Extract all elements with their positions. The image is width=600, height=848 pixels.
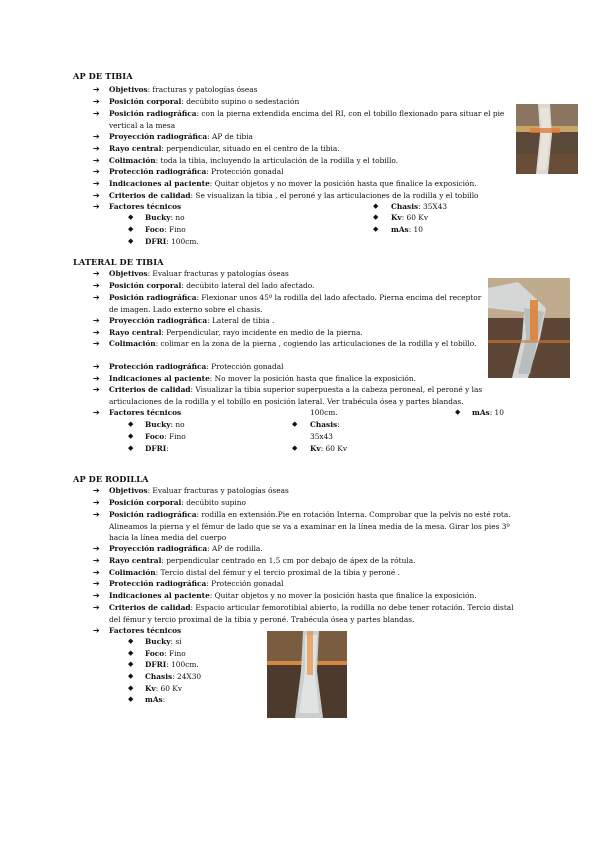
arrow-icon: ➔ bbox=[93, 591, 100, 600]
diamond-icon: ◆ bbox=[128, 637, 134, 645]
diamond-icon: ◆ bbox=[128, 225, 134, 233]
section-title-ap-rodilla: AP DE RODILLA bbox=[73, 474, 149, 484]
factor-chasis: Chasis: bbox=[310, 420, 340, 429]
list-item: Protección radiográfica: Protección gonadal bbox=[109, 579, 284, 588]
arrow-icon: ➔ bbox=[93, 362, 100, 371]
factor-bucky: Bucky: no bbox=[145, 420, 185, 429]
list-item: Factores técnicos bbox=[109, 408, 182, 417]
list-item: Posición corporal: decúbito supino bbox=[109, 498, 246, 507]
factor-bucky: Bucky: no bbox=[145, 213, 185, 222]
arrow-icon: ➔ bbox=[93, 97, 100, 106]
arrow-icon: ➔ bbox=[93, 109, 100, 118]
list-item: Indicaciones al paciente: Quitar objetos y no mover la posición hasta que finalice la exposición. bbox=[109, 591, 477, 600]
factor-chasis: Chasis: 35X43 bbox=[391, 202, 448, 211]
arrow-icon: ➔ bbox=[93, 191, 100, 200]
factor-kv: Kv: 60 Kv bbox=[391, 213, 429, 222]
arrow-icon: ➔ bbox=[93, 498, 100, 507]
arrow-icon: ➔ bbox=[93, 385, 100, 394]
diamond-icon: ◆ bbox=[128, 420, 134, 428]
list-item: Proyección radiográfica: AP de rodilla. bbox=[109, 544, 263, 553]
factor-dfri: DFRI: 100cm. bbox=[145, 660, 199, 669]
factor-chasis-value: 35x43 bbox=[310, 432, 333, 441]
diamond-icon: ◆ bbox=[128, 684, 134, 692]
diamond-icon: ◆ bbox=[128, 444, 134, 452]
list-item: Posición corporal: decúbito supino o sedestación bbox=[109, 97, 300, 106]
factor-dfri: DFRI: bbox=[145, 444, 169, 453]
list-item: Factores técnicos bbox=[109, 202, 182, 211]
factor-foco: Foco: Fino bbox=[145, 649, 186, 658]
diamond-icon: ◆ bbox=[128, 660, 134, 668]
list-item: Posición radiográfica: con la pierna extendida encima del RI, con el tobillo flexionado para situar el pie vertical a la mesa bbox=[109, 109, 505, 130]
list-item: Criterios de calidad: Visualizar la tibia superior superpuesta a la cabeza peroneal, el peroné y las articulaciones de la rodilla y el tobillo en posición lateral. Ver trabécula ósea y partes blandas. bbox=[109, 385, 483, 406]
list-item: Proyección radiográfica: Lateral de tibia . bbox=[109, 316, 275, 325]
diamond-icon: ◆ bbox=[128, 649, 134, 657]
factor-kv: Kv: 60 Kv bbox=[310, 444, 348, 453]
arrow-icon: ➔ bbox=[93, 293, 100, 302]
arrow-icon: ➔ bbox=[93, 132, 100, 141]
factor-dfri: DFRI: 100cm. bbox=[145, 237, 199, 246]
section-title-lateral-tibia: LATERAL DE TIBIA bbox=[73, 257, 164, 267]
arrow-icon: ➔ bbox=[93, 510, 100, 519]
arrow-icon: ➔ bbox=[93, 339, 100, 348]
list-item: Indicaciones al paciente: Quitar objetos y no mover la posición hasta que finalice la exposición. bbox=[109, 179, 477, 188]
factor-mas: mAs: 10 bbox=[472, 408, 504, 417]
list-item: Indicaciones al paciente: No mover la posición hasta que finalice la exposición. bbox=[109, 374, 416, 383]
list-item: Posición radiográfica: rodilla en extensión.Pie en rotación Interna. Comprobar que la pelvis no esté rota. Alineamos la pierna y el fémur de lado que se va a examinar en la línea media de la mesa. Girar los pies 3º hacia la línea media del cuerpo bbox=[109, 510, 511, 542]
arrow-icon: ➔ bbox=[93, 374, 100, 383]
factor-mas: mAs: bbox=[145, 695, 166, 704]
ap-rodilla-photo bbox=[267, 631, 347, 718]
list-item: Factores técnicos bbox=[109, 626, 182, 635]
arrow-icon: ➔ bbox=[93, 486, 100, 495]
list-item: Protección radiográfica: Protección gonadal bbox=[109, 362, 284, 371]
arrow-icon: ➔ bbox=[93, 626, 100, 635]
diamond-icon: ◆ bbox=[292, 420, 298, 428]
arrow-icon: ➔ bbox=[93, 202, 100, 211]
arrow-icon: ➔ bbox=[93, 269, 100, 278]
list-item: Colimación: colimar en la zona de la pierna , cogiendo las articulaciones de la rodilla y el tobillo. bbox=[109, 339, 477, 348]
list-item: Protección radiográfica: Protección gonadal bbox=[109, 167, 284, 176]
list-item: Colimación: toda la tibia, incluyendo la articulación de la rodilla y el tobillo. bbox=[109, 156, 399, 165]
ap-tibia-photo bbox=[516, 104, 578, 174]
list-item: Rayo central: perpendicular, situado en el centro de la tibia. bbox=[109, 144, 340, 153]
diamond-icon: ◆ bbox=[128, 213, 134, 221]
diamond-icon: ◆ bbox=[455, 408, 461, 416]
list-item: Colimación: Tercio distal del fémur y el tercio proximal de la tibia y peroné . bbox=[109, 568, 400, 577]
diamond-icon: ◆ bbox=[373, 202, 379, 210]
factor-bucky: Bucky: si bbox=[145, 637, 182, 646]
diamond-icon: ◆ bbox=[128, 432, 134, 440]
arrow-icon: ➔ bbox=[93, 281, 100, 290]
diamond-icon: ◆ bbox=[128, 672, 134, 680]
diamond-icon: ◆ bbox=[373, 213, 379, 221]
factor-chasis: Chasis: 24X30 bbox=[145, 672, 202, 681]
list-item: Criterios de calidad: Espacio articular femorotibial abierto, la rodilla no debe tener rotación. Tercio distal del fémur y tercio proximal de la tibia y peroné. Trabécula ósea y partes blandas. bbox=[109, 603, 514, 624]
arrow-icon: ➔ bbox=[93, 328, 100, 337]
arrow-icon: ➔ bbox=[93, 568, 100, 577]
arrow-icon: ➔ bbox=[93, 179, 100, 188]
diamond-icon: ◆ bbox=[292, 444, 298, 452]
list-item: Objetivos: fracturas y patologías óseas bbox=[109, 85, 258, 94]
factor-foco: Foco: Fino bbox=[145, 432, 186, 441]
list-item: Objetivos: Evaluar fracturas y patologías óseas bbox=[109, 486, 289, 495]
factor-dfri-value: 100cm. bbox=[310, 408, 338, 417]
list-item: Objetivos: Evaluar fracturas y patologías óseas bbox=[109, 269, 289, 278]
arrow-icon: ➔ bbox=[93, 408, 100, 417]
arrow-icon: ➔ bbox=[93, 603, 100, 612]
arrow-icon: ➔ bbox=[93, 167, 100, 176]
factor-kv: Kv: 60 Kv bbox=[145, 684, 183, 693]
arrow-icon: ➔ bbox=[93, 144, 100, 153]
list-item: Posición corporal: decúbito lateral del lado afectado. bbox=[109, 281, 315, 290]
factor-foco: Foco: Fino bbox=[145, 225, 186, 234]
factor-mas: mAs: 10 bbox=[391, 225, 423, 234]
list-item: Posición radiográfica: Flexionar unos 45º la rodilla del lado afectado. Pierna encima del receptor de imagen. Lado externo sobre el chasis. bbox=[109, 293, 482, 314]
list-item: Rayo central: perpendicular centrado en 1,5 cm por debajo de ápex de la rótula. bbox=[109, 556, 416, 565]
arrow-icon: ➔ bbox=[93, 156, 100, 165]
arrow-icon: ➔ bbox=[93, 556, 100, 565]
list-item: Proyección radiográfica: AP de tibia bbox=[109, 132, 253, 141]
arrow-icon: ➔ bbox=[93, 85, 100, 94]
lateral-tibia-photo bbox=[488, 278, 570, 378]
diamond-icon: ◆ bbox=[373, 225, 379, 233]
diamond-icon: ◆ bbox=[128, 695, 134, 703]
list-item: Criterios de calidad: Se visualizan la tibia , el peroné y las articulaciones de la rodilla y el tobillo bbox=[109, 191, 479, 200]
diamond-icon: ◆ bbox=[128, 237, 134, 245]
arrow-icon: ➔ bbox=[93, 544, 100, 553]
section-title-ap-tibia: AP DE TIBIA bbox=[73, 71, 133, 81]
list-item: Rayo central: Perpendicular, rayo incidente en medio de la pierna. bbox=[109, 328, 363, 337]
arrow-icon: ➔ bbox=[93, 316, 100, 325]
arrow-icon: ➔ bbox=[93, 579, 100, 588]
